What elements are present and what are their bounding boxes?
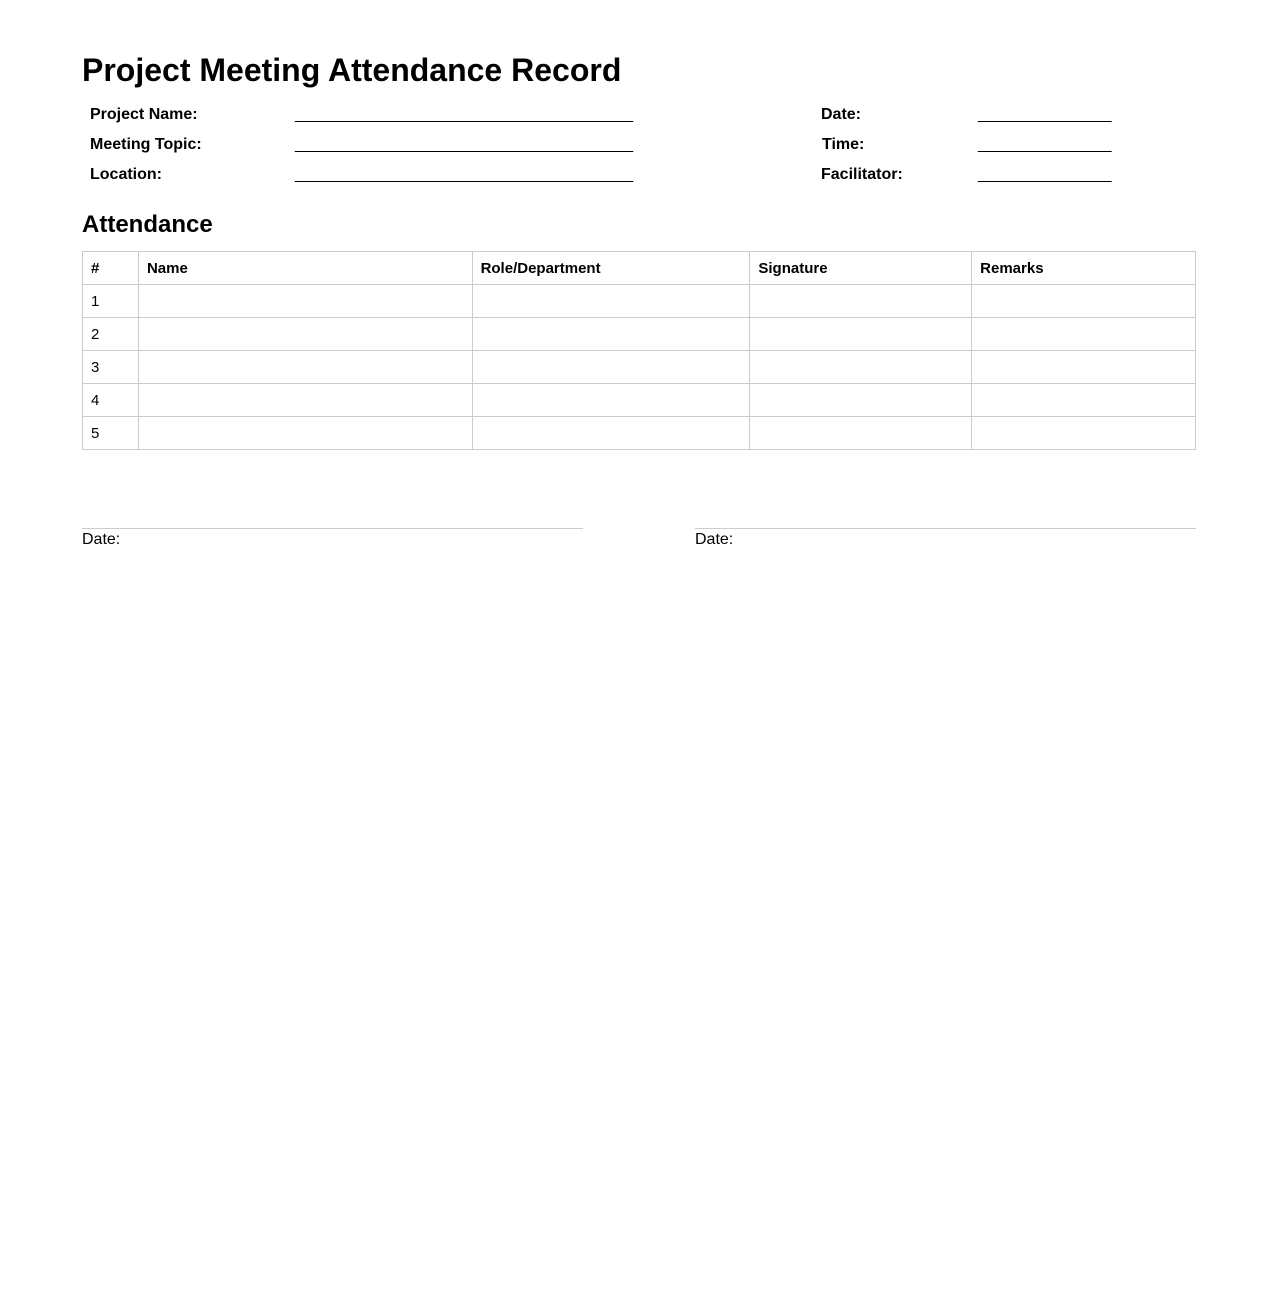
remarks-cell[interactable] — [972, 351, 1196, 384]
role-cell[interactable] — [472, 417, 750, 450]
col-signature: Signature — [750, 252, 972, 285]
name-cell[interactable] — [138, 417, 472, 450]
time-field[interactable]: _______________ — [978, 136, 1112, 153]
signature-cell[interactable] — [750, 285, 972, 318]
col-role-department: Role/Department — [472, 252, 750, 285]
location-label: Location: — [90, 166, 162, 183]
table-row — [83, 318, 1196, 351]
table-row — [83, 351, 1196, 384]
page-title: Project Meeting Attendance Record — [82, 52, 622, 88]
name-cell[interactable] — [138, 318, 472, 351]
signature-cell[interactable] — [750, 318, 972, 351]
signature-cell[interactable] — [750, 351, 972, 384]
date-field[interactable]: _______________ — [978, 106, 1112, 123]
col-number: # — [83, 252, 139, 285]
name-cell[interactable] — [138, 285, 472, 318]
table-row — [83, 384, 1196, 417]
attendance-table — [82, 251, 1196, 450]
row-number: 5 — [83, 417, 139, 450]
project-name-field[interactable]: ______________________________________ — [295, 106, 634, 123]
role-cell[interactable] — [472, 351, 750, 384]
time-label: Time: — [822, 136, 865, 153]
info-row-meeting-topic — [90, 134, 1196, 164]
attendance-heading: Attendance — [82, 211, 213, 238]
meeting-topic-field[interactable]: ______________________________________ — [295, 136, 634, 153]
col-name: Name — [138, 252, 472, 285]
name-cell[interactable] — [138, 384, 472, 417]
remarks-cell[interactable] — [972, 318, 1196, 351]
remarks-cell[interactable] — [972, 417, 1196, 450]
signature-cell[interactable] — [750, 417, 972, 450]
role-cell[interactable] — [472, 384, 750, 417]
facilitator-label: Facilitator: — [821, 166, 903, 183]
date-label: Date: — [821, 106, 862, 123]
signature-cell[interactable] — [750, 384, 972, 417]
location-field[interactable]: ______________________________________ — [295, 166, 634, 183]
project-name-label: Project Name: — [90, 106, 198, 123]
col-remarks: Remarks — [972, 252, 1196, 285]
signature-block-left[interactable] — [82, 528, 583, 550]
table-row — [83, 417, 1196, 450]
remarks-cell[interactable] — [972, 285, 1196, 318]
row-number: 1 — [83, 285, 139, 318]
remarks-cell[interactable] — [972, 384, 1196, 417]
table-header-row — [83, 252, 1196, 285]
meeting-topic-label: Meeting Topic: — [90, 136, 202, 153]
info-row-project-name — [90, 104, 1196, 134]
signature-date-label: Date: — [82, 531, 121, 548]
name-cell[interactable] — [138, 351, 472, 384]
signature-block-right[interactable] — [695, 528, 1196, 550]
facilitator-field[interactable]: _______________ — [978, 166, 1112, 183]
row-number: 3 — [83, 351, 139, 384]
info-row-location — [90, 164, 1196, 194]
table-row — [83, 285, 1196, 318]
row-number: 4 — [83, 384, 139, 417]
signature-date-label: Date: — [695, 531, 734, 548]
row-number: 2 — [83, 318, 139, 351]
role-cell[interactable] — [472, 285, 750, 318]
role-cell[interactable] — [472, 318, 750, 351]
